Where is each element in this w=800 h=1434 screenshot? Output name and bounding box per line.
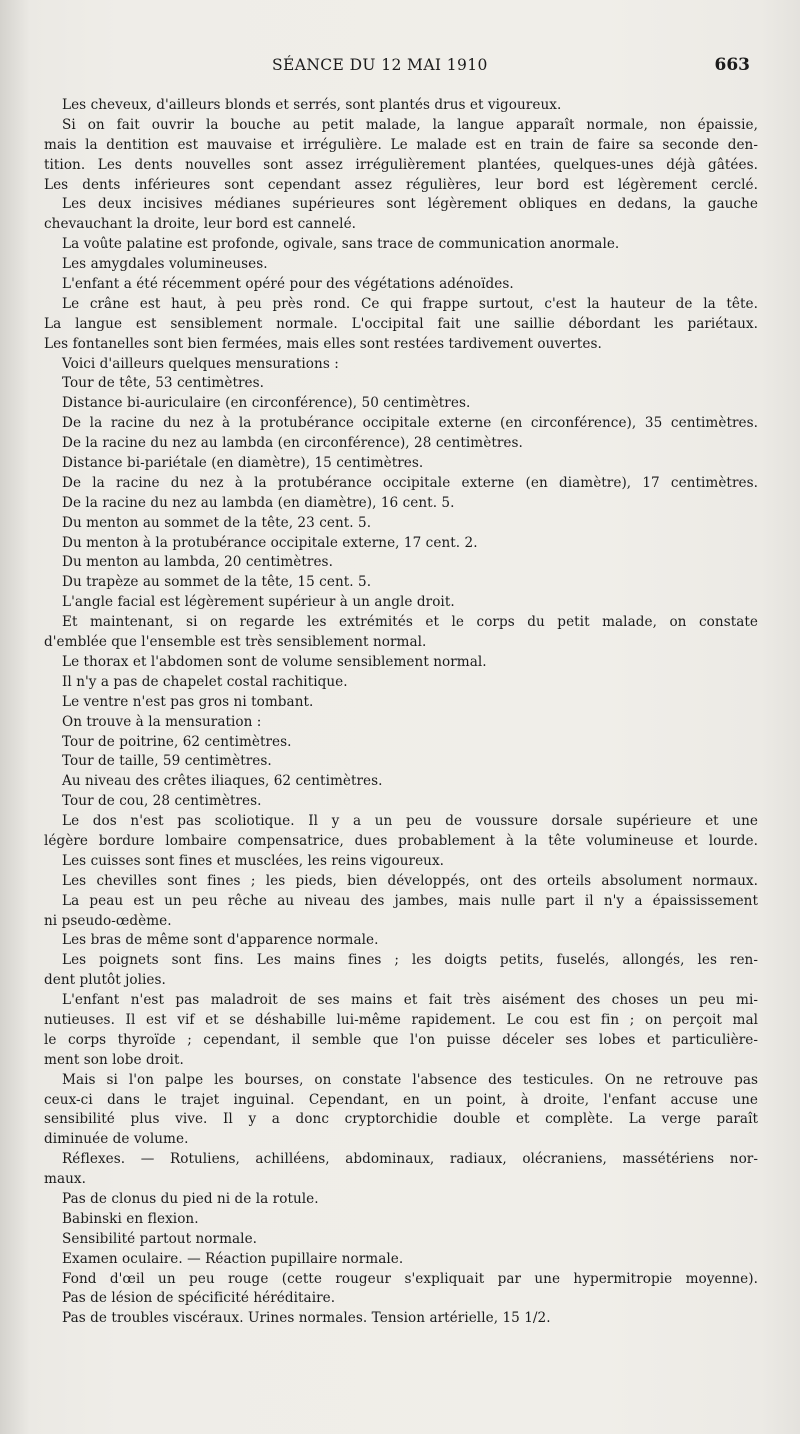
text-line: nutieuses. Il est vif et se déshabille lui-même rapidement. Le cou est fin ; on perçoit mal <box>44 1011 758 1028</box>
text-line: On trouve à la mensuration : <box>62 713 262 730</box>
text-line: Au niveau des crêtes iliaques, 62 centimètres. <box>62 773 383 790</box>
text-line: Pas de troubles viscéraux. Urines normales. Tension artérielle, 15 1/2. <box>62 1310 551 1327</box>
text-line: Les bras de même sont d'apparence normale. <box>62 932 379 949</box>
text-line: Si on fait ouvrir la bouche au petit malade, la langue apparaît normale, non épaissie, <box>62 116 758 133</box>
text-line: Sensibilité partout normale. <box>62 1230 258 1247</box>
page-header <box>0 52 800 82</box>
text-line: Les cuisses sont fines et musclées, les reins vigoureux. <box>62 852 445 869</box>
text-line: Mais si l'on palpe les bourses, on constate l'absence des testicules. On ne retrouve pas <box>62 1071 758 1088</box>
text-line: Les amygdales volumineuses. <box>62 256 268 273</box>
text-line: Et maintenant, si on regarde les extrémités et le corps du petit malade, on constate <box>62 614 758 631</box>
text-line: ment son lobe droit. <box>44 1051 184 1068</box>
text-line: mais la dentition est mauvaise et irrégulière. Le malade est en train de faire sa seconde den- <box>44 136 758 153</box>
body-text <box>44 96 758 1329</box>
text-line: Il n'y a pas de chapelet costal rachitique. <box>62 673 348 690</box>
text-line: L'enfant n'est pas maladroit de ses mains et fait très aisément des choses un peu mi- <box>62 992 758 1009</box>
text-line: Les poignets sont fins. Les mains fines ; les doigts petits, fuselés, allongés, les ren- <box>62 952 758 969</box>
text-line: Du menton au sommet de la tête, 23 cent. 5. <box>62 514 372 531</box>
text-line: Pas de lésion de spécificité héréditaire. <box>62 1290 336 1307</box>
text-line: dent plutôt jolies. <box>44 972 166 989</box>
text-line: De la racine du nez à la protubérance occipitale externe (en diamètre), 17 centimètres. <box>62 474 758 491</box>
text-line: Les chevilles sont fines ; les pieds, bien développés, ont des orteils absolument normaux. <box>62 872 758 889</box>
text-line: De la racine du nez au lambda (en circonférence), 28 centimètres. <box>62 435 523 452</box>
text-line: diminuée de volume. <box>44 1131 189 1148</box>
text-line: ni pseudo-œdème. <box>44 912 172 929</box>
text-line: De la racine du nez au lambda (en diamètre), 16 cent. 5. <box>62 494 455 511</box>
text-line: Distance bi-auriculaire (en circonférence), 50 centimètres. <box>62 395 471 412</box>
text-line: Fond d'œil un peu rouge (cette rougeur s'expliquait par une hypermitropie moyenne). <box>62 1270 758 1287</box>
text-line: chevauchant la droite, leur bord est cannelé. <box>44 216 357 233</box>
text-line: ceux-ci dans le trajet inguinal. Cependant, en un point, à droite, l'enfant accuse une <box>44 1091 758 1108</box>
running-title: SÉANCE DU 12 MAI 1910 <box>272 56 488 74</box>
text-line: tition. Les dents nouvelles sont assez irrégulièrement plantées, quelques-unes déjà gâtées. <box>44 156 758 173</box>
text-line: La langue est sensiblement normale. L'occipital fait une saillie débordant les pariétaux. <box>44 315 758 332</box>
text-line: La voûte palatine est profonde, ogivale, sans trace de communication anormale. <box>62 236 620 253</box>
text-line: La peau est un peu rêche au niveau des jambes, mais nulle part il n'y a épaississement <box>62 892 758 909</box>
text-line: sensibilité plus vive. Il y a donc cryptorchidie double et complète. La verge paraît <box>44 1111 758 1128</box>
text-line: Les cheveux, d'ailleurs blonds et serrés, sont plantés drus et vigoureux. <box>62 97 562 113</box>
text-line: Babinski en flexion. <box>62 1210 199 1227</box>
text-line: Tour de taille, 59 centimètres. <box>62 753 272 770</box>
text-line: L'enfant a été récemment opéré pour des végétations adénoïdes. <box>62 276 514 293</box>
text-line: Le dos n'est pas scoliotique. Il y a un peu de voussure dorsale supérieure et une <box>62 813 758 830</box>
text-line: Tour de poitrine, 62 centimètres. <box>62 733 292 750</box>
text-line: Tour de cou, 28 centimètres. <box>62 793 262 810</box>
text-line: Pas de clonus du pied ni de la rotule. <box>62 1190 319 1207</box>
text-line: d'emblée que l'ensemble est très sensiblement normal. <box>44 634 427 651</box>
text-line: De la racine du nez à la protubérance occipitale externe (en circonférence), 35 centimètres. <box>62 415 758 432</box>
text-line: Tour de tête, 53 centimètres. <box>62 375 265 392</box>
text-line: légère bordure lombaire compensatrice, dues probablement à la tête volumineuse et lourde. <box>44 832 758 849</box>
text-line: Les dents inférieures sont cependant assez régulières, leur bord est légèrement cerclé. <box>44 176 758 193</box>
text-line: Le crâne est haut, à peu près rond. Ce qui frappe surtout, c'est la hauteur de la tête. <box>62 295 758 312</box>
text-line: L'angle facial est légèrement supérieur à un angle droit. <box>62 594 455 611</box>
page-number: 663 <box>714 55 750 75</box>
text-line: Réflexes. — Rotuliens, achilléens, abdominaux, radiaux, olécraniens, massétériens nor- <box>62 1151 758 1168</box>
text-line: Du menton à la protubérance occipitale externe, 17 cent. 2. <box>62 534 478 551</box>
text-line: Les deux incisives médianes supérieures sont légèrement obliques en dedans, la gauche <box>62 196 758 213</box>
text-line: Examen oculaire. — Réaction pupillaire normale. <box>62 1250 404 1267</box>
text-line: Distance bi-pariétale (en diamètre), 15 centimètres. <box>62 455 424 472</box>
text-line: Du trapèze au sommet de la tête, 15 cent. 5. <box>62 574 372 591</box>
text-line: Le ventre n'est pas gros ni tombant. <box>62 693 314 710</box>
text-line: maux. <box>44 1171 86 1188</box>
text-line: Le thorax et l'abdomen sont de volume sensiblement normal. <box>62 653 487 670</box>
text-line: Les fontanelles sont bien fermées, mais elles sont restées tardivement ouvertes. <box>44 335 602 352</box>
text-line: le corps thyroïde ; cependant, il semble que l'on puisse déceler ses lobes et particulière- <box>44 1031 758 1048</box>
text-line: Voici d'ailleurs quelques mensurations : <box>62 355 339 372</box>
text-line: Du menton au lambda, 20 centimètres. <box>62 554 333 571</box>
